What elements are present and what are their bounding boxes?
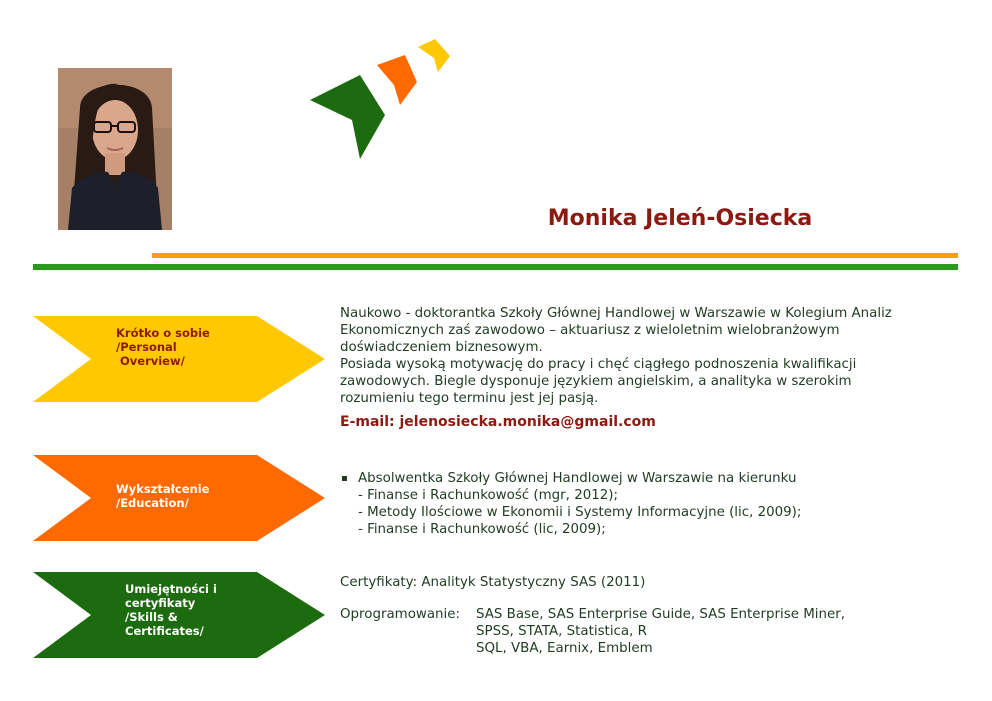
bullet-icon bbox=[342, 476, 347, 481]
email-line: E-mail: jelenosiecka.monika@gmail.com bbox=[340, 414, 656, 430]
software-row bbox=[340, 606, 845, 623]
software-block bbox=[340, 606, 845, 657]
software-label-spacer bbox=[340, 623, 476, 640]
education-item: - Metody Ilościowe w Ekonomii i Systemy Informacyjne (lic, 2009); bbox=[358, 505, 802, 520]
software-line: SAS Base, SAS Enterprise Guide, SAS Enterprise Miner, bbox=[476, 607, 845, 622]
overview-line: rozumieniu tego terminu jest jej pasją. bbox=[340, 391, 599, 406]
software-row bbox=[340, 623, 845, 640]
section-label-skills: Umiejętności i certyfikaty /Skills & Certificates/ bbox=[125, 582, 217, 638]
section-arrow-skills bbox=[33, 572, 325, 658]
chevron-logo bbox=[305, 35, 465, 165]
software-row bbox=[340, 640, 845, 657]
education-list bbox=[340, 470, 940, 538]
section-arrow-education bbox=[33, 455, 325, 541]
overview-line: Ekonomicznych zaś zawodowo – aktuariusz z wieloletnim wielobranżowym bbox=[340, 323, 840, 338]
divider-green bbox=[33, 264, 958, 270]
person-name: Monika Jeleń-Osiecka bbox=[547, 206, 813, 231]
software-label-spacer bbox=[340, 640, 476, 657]
overview-text bbox=[340, 305, 950, 407]
section-label-education: Wykształcenie /Education/ bbox=[116, 482, 210, 510]
section-arrow-overview bbox=[33, 316, 325, 402]
overview-line: doświadczeniem biznesowym. bbox=[340, 340, 543, 355]
education-item: - Finanse i Rachunkowość (mgr, 2012); bbox=[358, 488, 619, 503]
education-item: - Finanse i Rachunkowość (lic, 2009); bbox=[358, 522, 606, 537]
overview-line: Naukowo - doktorantka Szkoły Głównej Handlowej w Warszawie w Kolegium Analiz bbox=[340, 306, 892, 321]
software-label: Oprogramowanie: bbox=[340, 607, 461, 622]
list-item bbox=[340, 470, 940, 487]
software-line: SPSS, STATA, Statistica, R bbox=[476, 624, 647, 639]
overview-line: Posiada wysoką motywację do pracy i chęć ciągłego podnoszenia kwalifikacji bbox=[340, 357, 857, 372]
certificates-line: Certyfikaty: Analityk Statystyczny SAS (2011) bbox=[340, 575, 646, 590]
education-main: Absolwentka Szkoły Głównej Handlowej w Warszawie na kierunku bbox=[358, 471, 797, 486]
overview-line: zawodowych. Biegle dysponuje językiem angielskim, a analityka w szerokim bbox=[340, 374, 852, 389]
profile-photo bbox=[58, 68, 172, 230]
divider-orange bbox=[152, 253, 958, 258]
section-label-overview: Krótko o sobie /Personal Overview/ bbox=[116, 326, 210, 368]
software-line: SQL, VBA, Earnix, Emblem bbox=[476, 641, 653, 656]
